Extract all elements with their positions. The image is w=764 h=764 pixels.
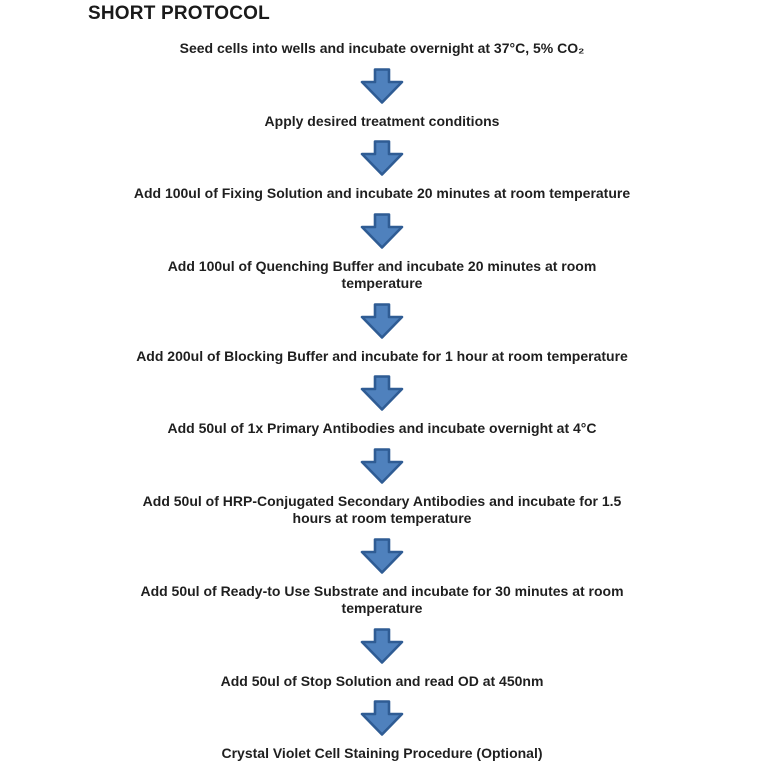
protocol-step [143,493,622,528]
protocol-step [168,258,597,293]
protocol-step [180,40,585,58]
protocol-step-text: Seed cells into wells and incubate overnight at 37°C, 5% CO₂ [179,40,585,56]
protocol-step-text: Add 50ul of Stop Solution and read OD at 450nm [220,672,544,689]
arrow-down-icon [360,303,404,339]
protocol-step-text: Add 50ul of 1x Primary Antibodies and incubate overnight at 4°C [167,420,597,436]
arrow-down-icon [360,140,404,176]
protocol-step-text: Add 100ul of Fixing Solution and incubate 20 minutes at room temperature [133,185,631,201]
arrow-down-icon [360,68,404,104]
protocol-step-text: temperature [341,275,423,291]
protocol-step-text: Add 50ul of Ready-to Use Substrate and incubate for 30 minutes at room [140,582,624,599]
arrow-down-icon [360,538,404,574]
page-title: SHORT PROTOCOL [88,3,270,24]
protocol-step-text: hours at room temperature [292,510,472,526]
protocol-step-text: Crystal Violet Cell Staining Procedure (Optional) [221,745,543,761]
protocol-step [221,745,542,763]
protocol-step-text: Add 100ul of Quenching Buffer and incubate 20 minutes at room [167,257,597,274]
protocol-step [167,420,596,438]
arrow-down-icon [360,213,404,249]
arrow-down-icon [360,448,404,484]
arrow-down-icon [360,700,404,736]
arrow-down-icon [360,375,404,411]
protocol-step-text: Add 200ul of Blocking Buffer and incubate for 1 hour at room temperature [136,347,628,364]
protocol-step-text: temperature [341,600,423,616]
protocol-step [221,673,544,691]
protocol-step-text: Add 50ul of HRP-Conjugated Secondary Antibodies and incubate for 1.5 [142,492,622,509]
protocol-step [265,113,500,131]
protocol-step-text: Apply desired treatment conditions [264,112,500,129]
protocol-step [136,348,628,366]
protocol-step [140,583,623,618]
protocol-step [134,185,630,203]
flowchart-steps [52,40,712,763]
arrow-down-icon [360,628,404,664]
